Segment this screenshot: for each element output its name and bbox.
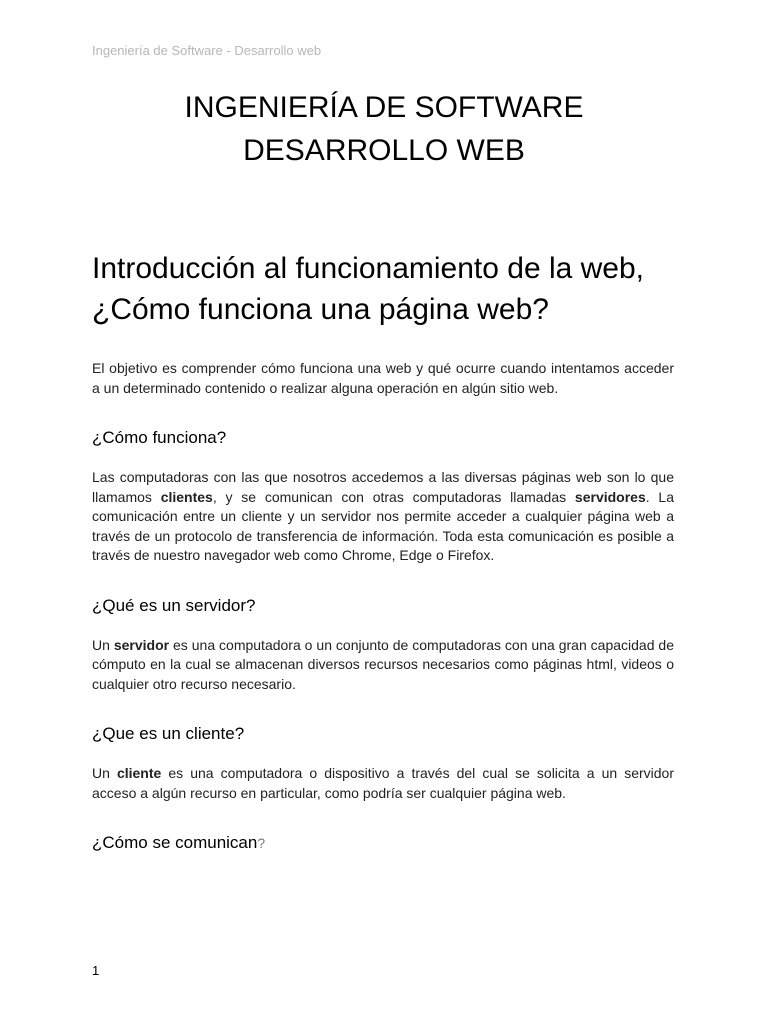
title-line-2: DESARROLLO WEB	[243, 134, 525, 167]
text-segment: . La comunicación entre un cliente y un servidor nos permite acceder a cualquier página web a través de un protocolo de transferencia de información. Toda esta comunicación es posible a través de nuestro navegador web como Chrome, Edge o Firefox.	[92, 488, 674, 563]
text-segment: Un	[92, 636, 114, 653]
heading-client: ¿Que es un cliente?	[92, 724, 245, 743]
heading-how-it-works: ¿Cómo funciona?	[92, 428, 227, 447]
heading-server: ¿Qué es un servidor?	[92, 595, 256, 615]
page-number: 1	[92, 963, 100, 978]
text-segment: Las computadoras con las que nosotros accedemos a las diversas páginas web son lo que llamamos	[92, 469, 674, 505]
server-paragraph	[92, 636, 674, 695]
document-body	[92, 248, 674, 854]
term-clientes: clientes	[160, 488, 213, 505]
document-title	[0, 86, 768, 172]
running-header: Ingeniería de Software - Desarrollo web	[92, 43, 322, 58]
client-paragraph	[92, 764, 674, 803]
intro-paragraph: El objetivo es comprender cómo funciona una web y qué ocurre cuando intentamos acceder a un determinado contenido o realizar alguna operación en algún sitio web.	[92, 360, 674, 396]
text-segment: es una computadora o dispositivo a través del cual se solicita a un servidor acceso a algún recurso en particular, como podría ser cualquier página web.	[92, 765, 674, 801]
title-line-1: INGENIERÍA DE SOFTWARE	[184, 91, 584, 124]
text-segment: es una computadora o un conjunto de computadoras con una gran capacidad de cómputo en la cual se almacenan diversos recursos necesarios como páginas html, videos o cualquier otro recurso necesario.	[92, 636, 675, 692]
heading-communicate	[92, 832, 674, 854]
term-servidores: servidores	[574, 488, 646, 505]
term-cliente: cliente	[116, 765, 162, 781]
term-servidor: servidor	[113, 636, 170, 653]
text-segment: , y se comunican con otras computadoras llamadas	[212, 488, 575, 505]
heading-communicate-text: ¿Cómo se comunican	[92, 833, 258, 852]
text-segment: Un	[92, 765, 117, 781]
heading-communicate-mark: ?	[257, 835, 266, 851]
how-it-works-paragraph	[92, 468, 674, 566]
section-title: Introducción al funcionamiento de la web, ¿Cómo funciona una página web?	[92, 252, 645, 326]
